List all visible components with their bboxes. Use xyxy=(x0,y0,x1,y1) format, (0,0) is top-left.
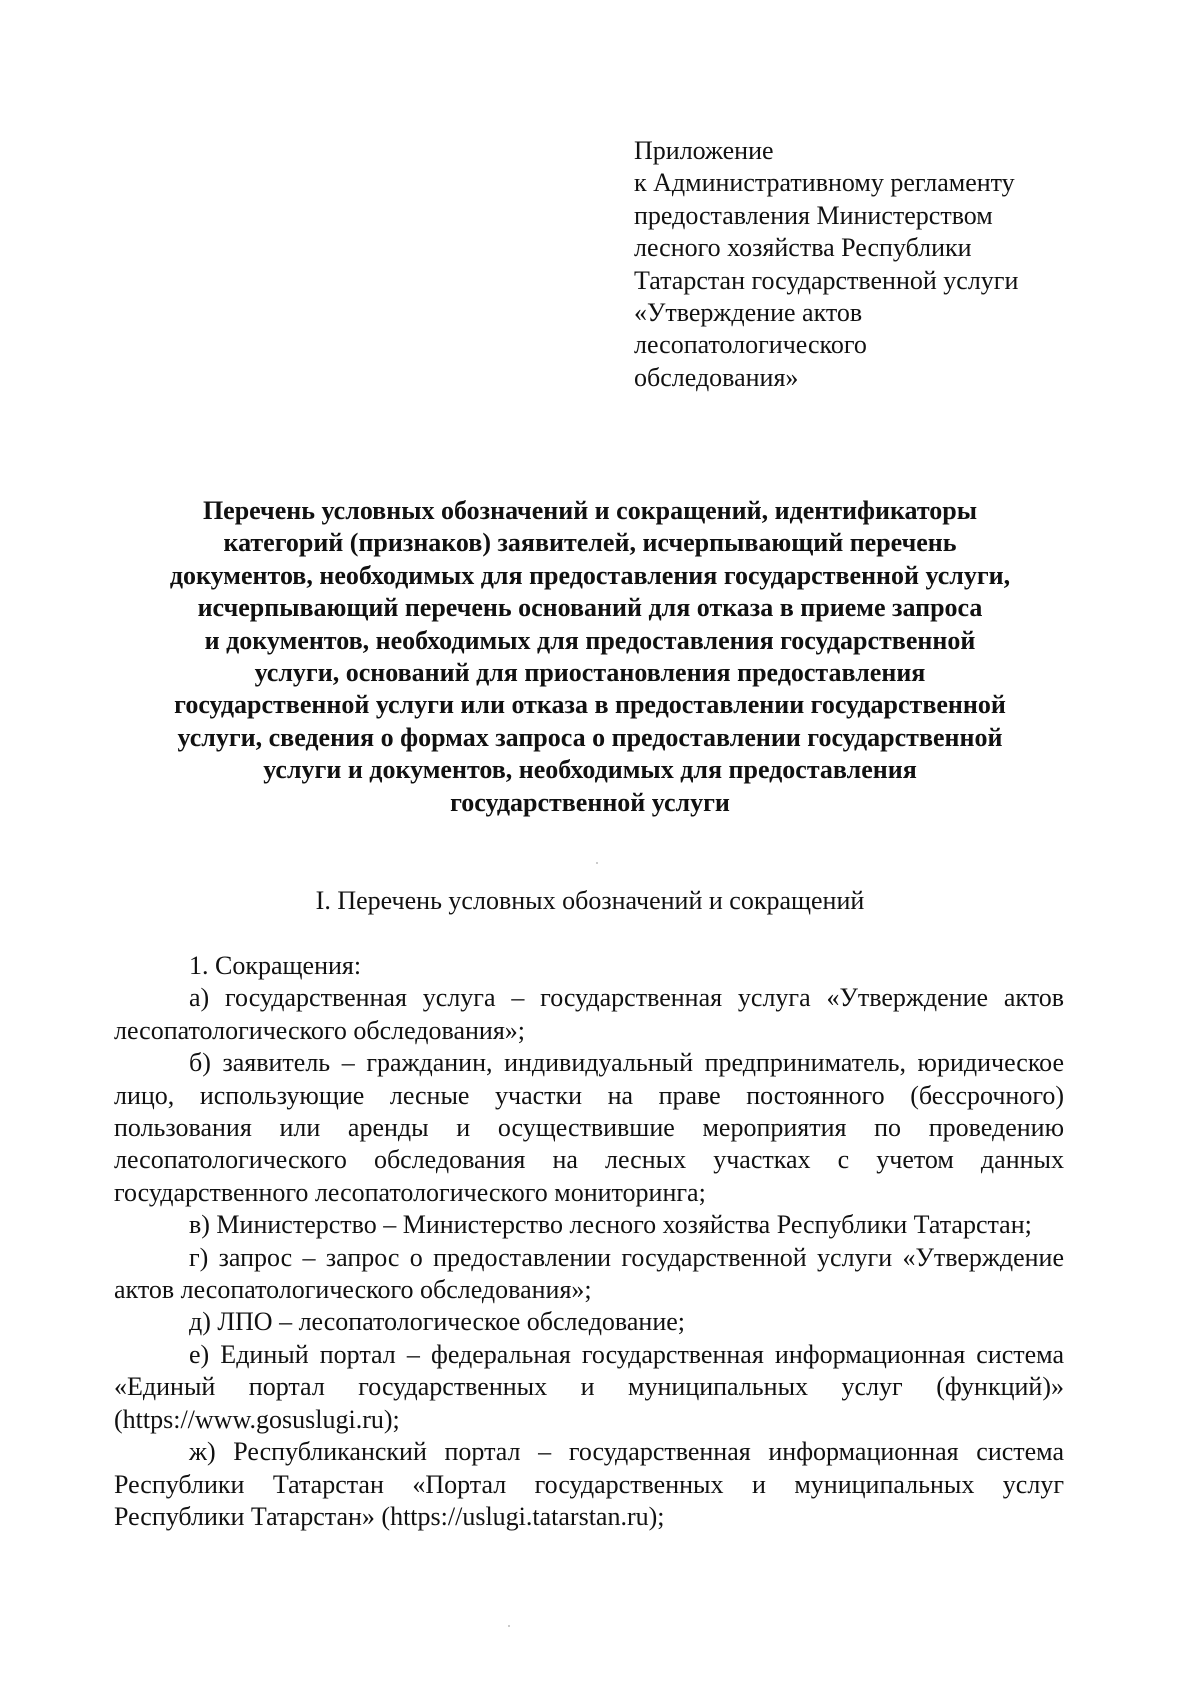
appendix-line: «Утверждение актов xyxy=(634,298,863,328)
paragraph-item-zh: ж) Республиканский портал – государственная информационная система Республики Татарстан «Портал государственных и муниципальных услуг Республики Татарстан» (https://uslugi.tatarstan.ru); xyxy=(114,1437,1064,1531)
appendix-line: лесного хозяйства Республики xyxy=(634,233,972,263)
paragraph-abbreviations-intro: 1. Сокращения: xyxy=(189,951,362,980)
paragraph-item-d: д) ЛПО – лесопатологическое обследование; xyxy=(189,1307,685,1337)
appendix-line: Татарстан государственной услуги xyxy=(634,265,1019,295)
paragraph-item-e: е) Единый портал – федеральная государственная информационная система «Единый портал государственных и муниципальных услуг (функций)» (https://www.gosuslugi.ru); xyxy=(114,1339,1064,1434)
title-line: категорий (признаков) заявителей, исчерпывающий перечень xyxy=(223,528,957,558)
title-line: документов, необходимых для предоставления государственной услуги, xyxy=(169,560,1011,590)
appendix-line: предоставления Министерством xyxy=(634,200,993,230)
appendix-line: обследования» xyxy=(634,362,799,392)
paragraph-item-a: а) государственная услуга – государственная услуга «Утверждение актов лесопатологического обследования»; xyxy=(114,983,1064,1045)
title-line: услуги, оснований для приостановления предоставления xyxy=(254,658,926,688)
document-body xyxy=(114,950,1064,1533)
section-heading: I. Перечень условных обозначений и сокращений xyxy=(315,886,865,915)
document-title xyxy=(110,495,1070,819)
appendix-line: лесопатологического xyxy=(634,330,867,360)
paragraph-item-v: в) Министерство – Министерство лесного хозяйства Республики Татарстан; xyxy=(189,1210,1032,1240)
scan-speck xyxy=(596,862,598,864)
title-line: государственной услуги xyxy=(450,787,730,817)
title-line: услуги и документов, необходимых для предоставления xyxy=(263,755,917,785)
title-line: исчерпывающий перечень оснований для отказа в приеме запроса xyxy=(197,593,983,623)
title-line: государственной услуги или отказа в предоставлении государственной xyxy=(174,690,1006,720)
title-line: Перечень условных обозначений и сокращений, идентификаторы xyxy=(202,496,978,525)
paragraph-item-b: б) заявитель – гражданин, индивидуальный предприниматель, юридическое лицо, использующие лесные участки на праве постоянного (бессрочного) пользования или аренды и осуществившие мероприятия по проведению лесопатологического обследования на лесных участках с учетом данных государственного лесопатологического мониторинга; xyxy=(114,1048,1064,1207)
appendix-line: Приложение xyxy=(634,136,774,165)
title-line: и документов, необходимых для предоставления государственной xyxy=(204,625,976,655)
appendix-line: к Административному регламенту xyxy=(634,168,1015,198)
paragraph-item-g: г) запрос – запрос о предоставлении государственной услуги «Утверждение актов лесопатологического обследования»; xyxy=(114,1242,1064,1305)
title-line: услуги, сведения о формах запроса о предоставлении государственной xyxy=(177,722,1003,752)
scan-speck xyxy=(508,1625,510,1627)
appendix-header xyxy=(634,135,1074,394)
